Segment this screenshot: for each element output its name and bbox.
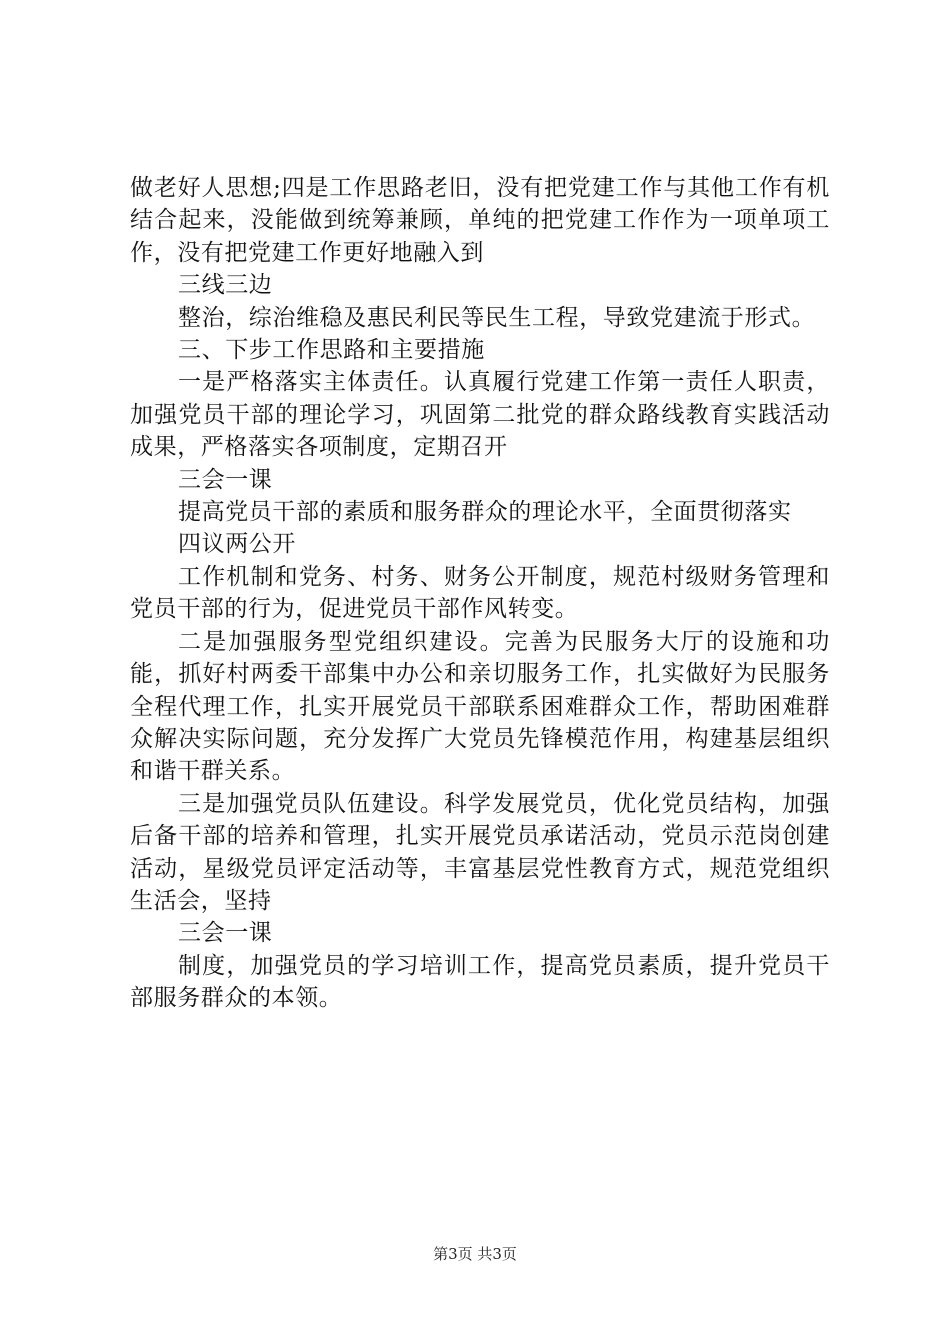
- paragraph-9: 工作机制和党务、村务、财务公开制度，规范村级财务管理和党员干部的行为，促进党员干部作风转变。: [130, 563, 830, 623]
- paragraph-12: 三会一课: [178, 920, 273, 947]
- paragraph-6: 三会一课: [178, 466, 273, 493]
- page-number-footer: 第3页 共3页: [433, 1245, 517, 1263]
- paragraph-11: 三是加强党员队伍建设。科学发展党员，优化党员结构，加强后备干部的培养和管理，扎实开展党员承诺活动，党员示范岗创建活动，星级党员评定活动等，丰富基层党性教育方式，规范党组织生活会，坚持: [130, 790, 830, 914]
- paragraph-8: 四议两公开: [178, 531, 296, 558]
- paragraph-3: 整治，综治维稳及惠民利民等民生工程，导致党建流于形式。: [178, 304, 816, 331]
- paragraph-13: 制度，加强党员的学习培训工作，提高党员素质，提升党员干部服务群众的本领。: [130, 952, 830, 1012]
- paragraph-10: 二是加强服务型党组织建设。完善为民服务大厅的设施和功能，抓好村两委干部集中办公和亲切服务工作，扎实做好为民服务全程代理工作，扎实开展党员干部联系困难群众工作，帮助困难群众解决实际问题，充分发挥广大党员先锋模范作用，构建基层组织和谐干群关系。: [130, 628, 830, 785]
- paragraph-7: 提高党员干部的素质和服务群众的理论水平，全面贯彻落实: [178, 499, 792, 526]
- paragraph-2: 三线三边: [178, 272, 273, 299]
- section-heading: 三、下步工作思路和主要措施: [178, 337, 485, 364]
- document-body: [130, 172, 830, 1015]
- paragraph-5: 一是严格落实主体责任。认真履行党建工作第一责任人职责，加强党员干部的理论学习，巩固第二批党的群众路线教育实践活动成果，严格落实各项制度，定期召开: [130, 369, 830, 461]
- paragraph-1: 做老好人思想;四是工作思路老旧，没有把党建工作与其他工作有机结合起来，没能做到统筹兼顾，单纯的把党建工作作为一项单项工作，没有把党建工作更好地融入到: [130, 175, 830, 266]
